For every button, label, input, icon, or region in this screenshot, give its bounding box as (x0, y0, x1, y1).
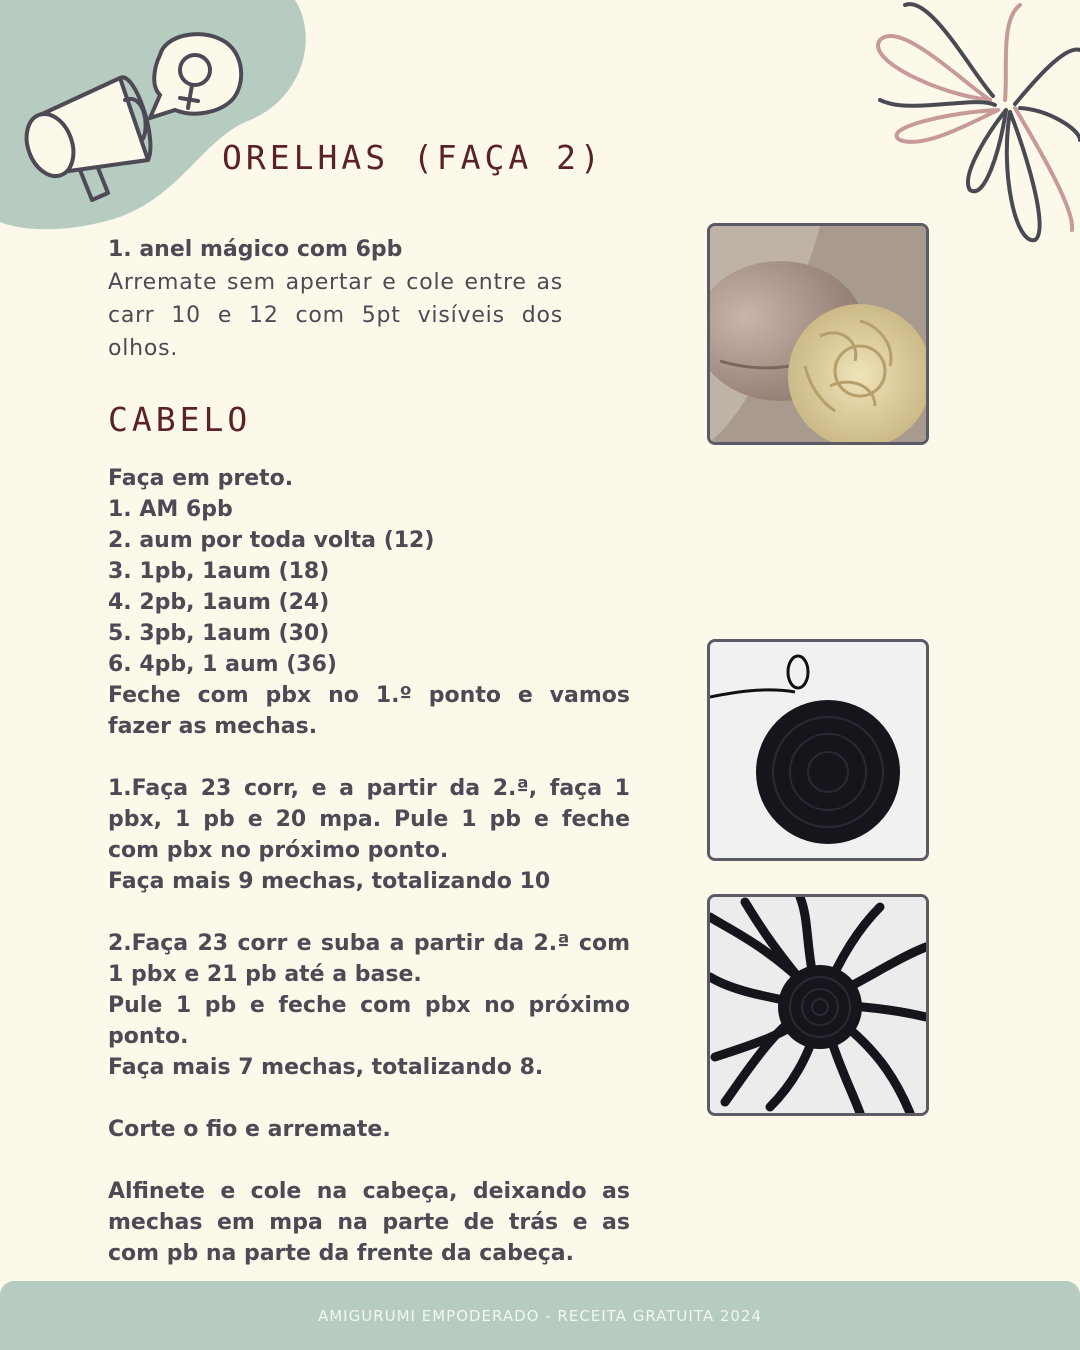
cabelo-line: 2. aum por toda volta (12) (108, 528, 435, 553)
cabelo-line: Feche com pbx no 1.º ponto e vamos fazer as mechas. (108, 683, 630, 739)
cabelo-instructions (108, 463, 630, 1269)
flower-decoration (810, 0, 1080, 250)
cabelo-line: 3. 1pb, 1aum (18) (108, 559, 330, 584)
photo-ear (707, 223, 929, 445)
photo-strands (707, 894, 929, 1116)
mechas2-line: Pule 1 pb e feche com pbx no próximo ponto. (108, 993, 630, 1049)
cabelo-line: 1. AM 6pb (108, 497, 233, 522)
mechas2-line: Faça mais 7 mechas, totalizando 8. (108, 1055, 544, 1080)
cabelo-line: 5. 3pb, 1aum (30) (108, 621, 330, 646)
final-line: Alfinete e cole na cabeça, deixando as mechas em mpa na parte de trás e as com pb na parte da frente da cabeça. (108, 1179, 630, 1266)
orelhas-step: 1. anel mágico com 6pb (108, 237, 403, 262)
cabelo-title: CABELO (108, 400, 252, 439)
orelhas-description: Arremate sem apertar e cole entre as carr 10 e 12 com 5pt visíveis dos olhos. (108, 270, 563, 361)
photo-disc (707, 639, 929, 861)
cabelo-line: 4. 2pb, 1aum (24) (108, 590, 330, 615)
orelhas-title: ORELHAS (FAÇA 2) (222, 138, 604, 177)
cabelo-line: 6. 4pb, 1 aum (36) (108, 652, 337, 677)
corte-line: Corte o fio e arremate. (108, 1117, 391, 1142)
mechas1-line: Faça mais 9 mechas, totalizando 10 (108, 869, 551, 894)
mechas1-line: 1.Faça 23 corr, e a partir da 2.ª, faça 1 pbx, 1 pb e 20 mpa. Pule 1 pb e feche com pbx no próximo ponto. (108, 776, 630, 863)
cabelo-line: Faça em preto. (108, 466, 294, 491)
mechas2-line: 2.Faça 23 corr e suba a partir da 2.ª com 1 pbx e 21 pb até a base. (108, 931, 630, 987)
footer (0, 1281, 1080, 1350)
orelhas-instructions (108, 233, 563, 365)
female-symbol-icon (150, 34, 241, 118)
header-decoration (0, 0, 320, 240)
footer-text: AMIGURUMI EMPODERADO - RECEITA GRATUITA 2024 (317, 1306, 763, 1325)
